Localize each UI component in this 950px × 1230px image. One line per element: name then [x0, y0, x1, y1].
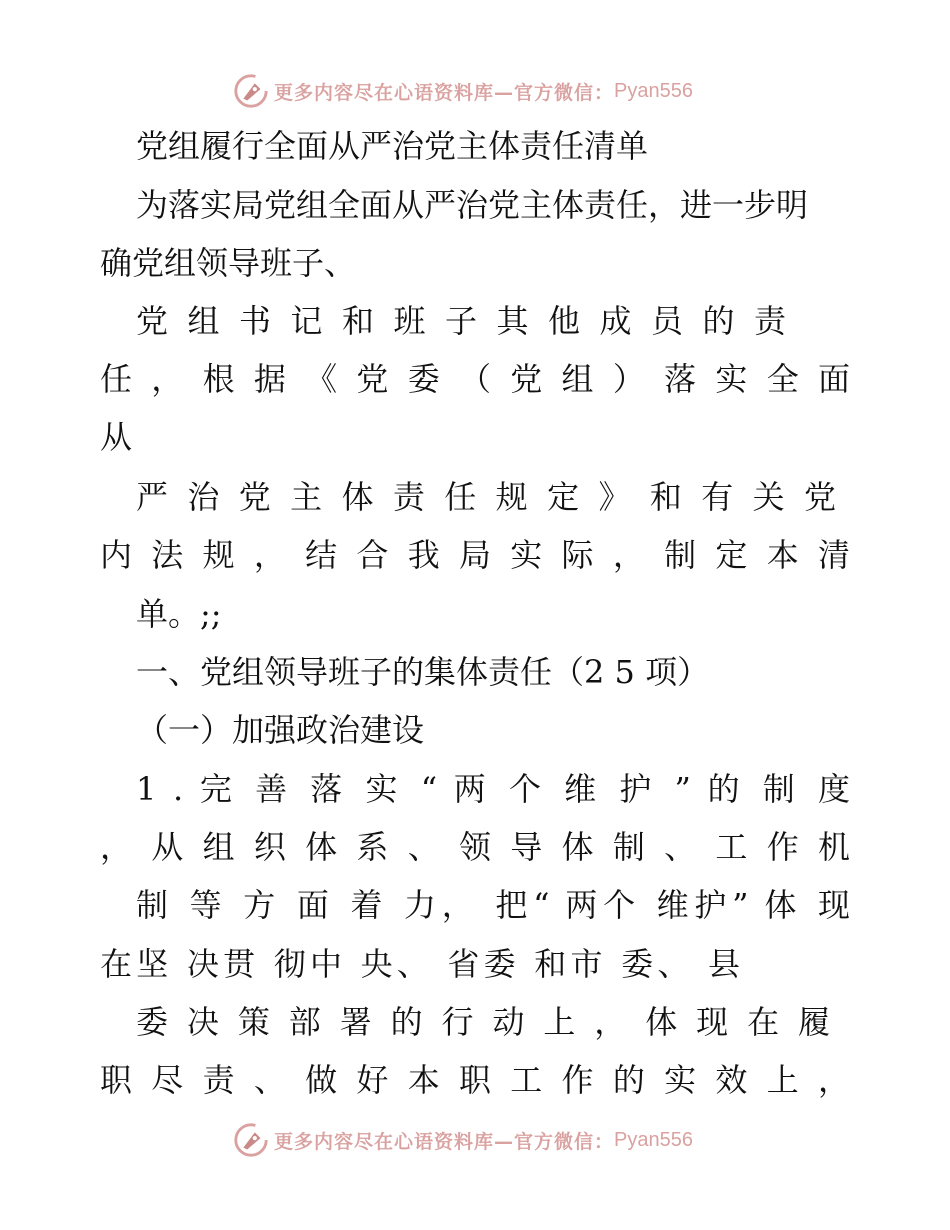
document-title: 党组履行全面从严治党主体责任清单 — [136, 127, 649, 165]
watermark-text: 更多内容尽在心语资料库—官方微信： — [274, 81, 615, 104]
paragraph-line: 制 等 方 面 着 力， 把“ 两个 维护” 体 现 — [136, 886, 850, 924]
paragraph-line: 1 . 完 善 落 实 “ 两 个 维 护 ” 的 制 度 — [136, 770, 850, 808]
section-heading: 一、党组领导班子的集体责任（2 5 项） — [136, 653, 710, 691]
paragraph-line: 在坚 决贯 彻中 央、 省委 和市 委、 县 — [100, 945, 740, 983]
pen-nib-logo-icon — [232, 72, 270, 110]
paragraph-line: 从 — [100, 418, 133, 456]
watermark-footer — [232, 1120, 693, 1160]
paragraph-line: 内 法 规 ， 结 合 我 局 实 际 ， 制 定 本 清 — [100, 536, 850, 574]
paragraph-line: 严 治 党 主 体 责 任 规 定 》 和 有 关 党 — [136, 478, 836, 516]
paragraph-line: 任 ， 根 据 《 党 委 （ 党 组 ） 落 实 全 面 — [100, 360, 850, 398]
watermark-wechat-id: Pyan556 — [614, 1128, 693, 1151]
paragraph-line: 委 决 策 部 署 的 行 动 上 ， 体 现 在 履 — [136, 1003, 830, 1041]
paragraph-line: 单。;; — [136, 595, 222, 633]
watermark-wechat-id: Pyan556 — [614, 79, 693, 102]
paragraph-line: ， 从 组 织 体 系 、 领 导 体 制 、 工 作 机 — [100, 828, 850, 866]
pen-nib-logo-icon — [232, 1121, 270, 1159]
watermark-header — [232, 71, 693, 111]
paragraph-line: 为落实局党组全面从严治党主体责任，进一步明 — [136, 186, 809, 224]
paragraph-line: 党 组 书 记 和 班 子 其 他 成 员 的 责 — [136, 302, 786, 340]
subsection-heading: （一）加强政治建设 — [136, 711, 425, 749]
watermark-text: 更多内容尽在心语资料库—官方微信： — [274, 1130, 615, 1153]
paragraph-line: 职 尽 责 、 做 好 本 职 工 作 的 实 效 上 ， — [100, 1061, 850, 1099]
paragraph-line: 确党组领导班子、 — [100, 244, 357, 282]
